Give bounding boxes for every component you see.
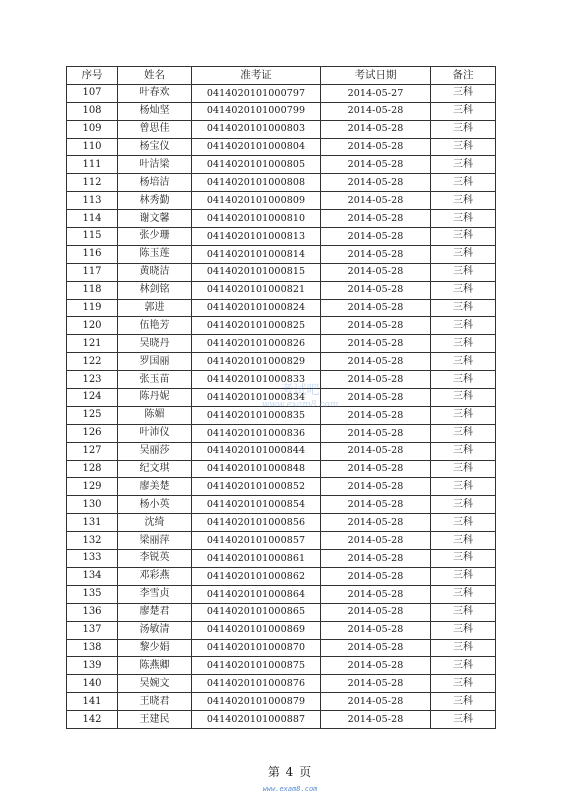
table-row — [67, 335, 496, 353]
exam-date-cell: 2014-05-28 — [321, 496, 431, 514]
exam-id-cell: 0414020101000856 — [192, 514, 321, 532]
note-cell: 三科 — [431, 603, 496, 621]
exam-date-cell: 2014-05-28 — [321, 389, 431, 407]
row-number-cell: 136 — [67, 603, 118, 621]
exam-id-cell: 0414020101000875 — [192, 657, 321, 675]
student-name-cell: 曾思佳 — [118, 120, 192, 138]
exam-id-cell: 0414020101000834 — [192, 389, 321, 407]
exam-id-cell: 0414020101000887 — [192, 711, 321, 729]
exam-date-cell: 2014-05-28 — [321, 478, 431, 496]
table-row — [67, 192, 496, 210]
note-cell: 三科 — [431, 156, 496, 174]
exam-id-cell: 0414020101000826 — [192, 335, 321, 353]
exam-date-cell: 2014-05-28 — [321, 245, 431, 263]
exam-date-cell: 2014-05-28 — [321, 603, 431, 621]
exam-date-cell: 2014-05-28 — [321, 102, 431, 120]
exam-date-cell: 2014-05-28 — [321, 192, 431, 210]
table-row — [67, 138, 496, 156]
note-cell: 三科 — [431, 335, 496, 353]
table-row — [67, 174, 496, 192]
exam-id-cell: 0414020101000804 — [192, 138, 321, 156]
exam-id-cell: 0414020101000879 — [192, 693, 321, 711]
table-row — [67, 371, 496, 389]
row-number-cell: 124 — [67, 389, 118, 407]
table-row — [67, 639, 496, 657]
exam-date-cell: 2014-05-28 — [321, 567, 431, 585]
student-name-cell: 廖美楚 — [118, 478, 192, 496]
row-number-cell: 140 — [67, 675, 118, 693]
table-row — [67, 496, 496, 514]
row-number-cell: 139 — [67, 657, 118, 675]
table-row — [67, 299, 496, 317]
table-row — [67, 389, 496, 407]
row-number-cell: 108 — [67, 102, 118, 120]
row-number-cell: 117 — [67, 263, 118, 281]
table-row — [67, 657, 496, 675]
student-name-cell: 邓彩燕 — [118, 567, 192, 585]
exam-date-cell: 2014-05-28 — [321, 138, 431, 156]
exam-date-cell: 2014-05-28 — [321, 174, 431, 192]
note-cell: 三科 — [431, 281, 496, 299]
exam-id-cell: 0414020101000836 — [192, 424, 321, 442]
row-number-cell: 132 — [67, 532, 118, 550]
student-name-cell: 李锐英 — [118, 550, 192, 568]
note-cell: 三科 — [431, 120, 496, 138]
exam-id-cell: 0414020101000835 — [192, 406, 321, 424]
table-row — [67, 245, 496, 263]
note-cell: 三科 — [431, 138, 496, 156]
student-name-cell: 吴晓丹 — [118, 335, 192, 353]
row-number-cell: 130 — [67, 496, 118, 514]
exam-date-cell: 2014-05-28 — [321, 424, 431, 442]
table-row — [67, 460, 496, 478]
exam-id-cell: 0414020101000829 — [192, 353, 321, 371]
note-cell: 三科 — [431, 460, 496, 478]
table-row — [67, 442, 496, 460]
header-row — [67, 67, 496, 85]
row-number-cell: 125 — [67, 406, 118, 424]
row-number-cell: 112 — [67, 174, 118, 192]
student-name-cell: 林剑铭 — [118, 281, 192, 299]
row-number-cell: 128 — [67, 460, 118, 478]
row-number-cell: 138 — [67, 639, 118, 657]
header-exam-id: 准考证 — [192, 67, 321, 85]
note-cell: 三科 — [431, 621, 496, 639]
row-number-cell: 137 — [67, 621, 118, 639]
note-cell: 三科 — [431, 210, 496, 228]
student-name-cell: 杨灿坚 — [118, 102, 192, 120]
table-row — [67, 567, 496, 585]
row-number-cell: 115 — [67, 228, 118, 246]
table-row — [67, 210, 496, 228]
exam-date-cell: 2014-05-28 — [321, 281, 431, 299]
exam-id-cell: 0414020101000814 — [192, 245, 321, 263]
exam-id-cell: 0414020101000833 — [192, 371, 321, 389]
exam-date-cell: 2014-05-28 — [321, 532, 431, 550]
exam-id-cell: 0414020101000852 — [192, 478, 321, 496]
row-number-cell: 142 — [67, 711, 118, 729]
note-cell: 三科 — [431, 102, 496, 120]
table-row — [67, 478, 496, 496]
exam-id-cell: 0414020101000825 — [192, 317, 321, 335]
exam-date-cell: 2014-05-28 — [321, 639, 431, 657]
student-name-cell: 张玉苗 — [118, 371, 192, 389]
exam-date-cell: 2014-05-28 — [321, 371, 431, 389]
exam-id-cell: 0414020101000865 — [192, 603, 321, 621]
exam-id-cell: 0414020101000848 — [192, 460, 321, 478]
exam-date-cell: 2014-05-27 — [321, 84, 431, 102]
student-name-cell: 廖楚君 — [118, 603, 192, 621]
exam-id-cell: 0414020101000808 — [192, 174, 321, 192]
watermark-url: www.exam8.com — [262, 785, 318, 793]
exam-id-cell: 0414020101000809 — [192, 192, 321, 210]
student-name-cell: 谢文馨 — [118, 210, 192, 228]
table-row — [67, 711, 496, 729]
student-name-cell: 张少珊 — [118, 228, 192, 246]
row-number-cell: 123 — [67, 371, 118, 389]
note-cell: 三科 — [431, 496, 496, 514]
student-name-cell: 罗国丽 — [118, 353, 192, 371]
note-cell: 三科 — [431, 263, 496, 281]
note-cell: 三科 — [431, 442, 496, 460]
exam-id-cell: 0414020101000876 — [192, 675, 321, 693]
exam-id-cell: 0414020101000862 — [192, 567, 321, 585]
note-cell: 三科 — [431, 317, 496, 335]
row-number-cell: 111 — [67, 156, 118, 174]
exam-id-cell: 0414020101000799 — [192, 102, 321, 120]
exam-date-cell: 2014-05-28 — [321, 353, 431, 371]
page-number: 第 4 页 — [267, 765, 313, 779]
exam-date-cell: 2014-05-28 — [321, 317, 431, 335]
table-row — [67, 550, 496, 568]
exam-date-cell: 2014-05-28 — [321, 442, 431, 460]
note-cell: 三科 — [431, 532, 496, 550]
watermark-url-overlay: www.exam8.com — [261, 400, 339, 410]
table-row — [67, 424, 496, 442]
exam-date-cell: 2014-05-28 — [321, 657, 431, 675]
note-cell: 三科 — [431, 424, 496, 442]
note-cell: 三科 — [431, 174, 496, 192]
student-name-cell: 林秀勤 — [118, 192, 192, 210]
exam-date-cell: 2014-05-28 — [321, 156, 431, 174]
row-number-cell: 120 — [67, 317, 118, 335]
student-name-cell: 杨宝仪 — [118, 138, 192, 156]
row-number-cell: 116 — [67, 245, 118, 263]
exam-id-cell: 0414020101000854 — [192, 496, 321, 514]
note-cell: 三科 — [431, 550, 496, 568]
table-row — [67, 317, 496, 335]
exam-id-cell: 0414020101000803 — [192, 120, 321, 138]
note-cell: 三科 — [431, 693, 496, 711]
row-number-cell: 114 — [67, 210, 118, 228]
header-number: 序号 — [67, 67, 118, 85]
exam-date-cell: 2014-05-28 — [321, 263, 431, 281]
table-header — [67, 67, 496, 85]
student-name-cell: 陈媚 — [118, 406, 192, 424]
note-cell: 三科 — [431, 639, 496, 657]
table-row — [67, 228, 496, 246]
note-cell: 三科 — [431, 245, 496, 263]
exam-date-cell: 2014-05-28 — [321, 406, 431, 424]
exam-roster-table — [66, 66, 496, 729]
student-name-cell: 吴丽莎 — [118, 442, 192, 460]
student-name-cell: 纪文琪 — [118, 460, 192, 478]
exam-date-cell: 2014-05-28 — [321, 621, 431, 639]
exam-id-cell: 0414020101000821 — [192, 281, 321, 299]
student-name-cell: 吴婉文 — [118, 675, 192, 693]
exam-date-cell: 2014-05-28 — [321, 711, 431, 729]
note-cell: 三科 — [431, 567, 496, 585]
row-number-cell: 135 — [67, 585, 118, 603]
exam-date-cell: 2014-05-28 — [321, 228, 431, 246]
table-row — [67, 120, 496, 138]
header-name: 姓名 — [118, 67, 192, 85]
table-row — [67, 102, 496, 120]
exam-date-cell: 2014-05-28 — [321, 120, 431, 138]
exam-date-cell: 2014-05-28 — [321, 514, 431, 532]
note-cell: 三科 — [431, 371, 496, 389]
note-cell: 三科 — [431, 228, 496, 246]
exam-date-cell: 2014-05-28 — [321, 675, 431, 693]
row-number-cell: 126 — [67, 424, 118, 442]
exam-id-cell: 0414020101000813 — [192, 228, 321, 246]
note-cell: 三科 — [431, 657, 496, 675]
row-number-cell: 127 — [67, 442, 118, 460]
exam-date-cell: 2014-05-28 — [321, 299, 431, 317]
table-row — [67, 353, 496, 371]
exam-id-cell: 0414020101000869 — [192, 621, 321, 639]
table-row — [67, 514, 496, 532]
exam-id-cell: 0414020101000815 — [192, 263, 321, 281]
watermark-text: 考试吧 — [280, 383, 320, 398]
exam-id-cell: 0414020101000805 — [192, 156, 321, 174]
note-cell: 三科 — [431, 711, 496, 729]
table-row — [67, 156, 496, 174]
student-name-cell: 叶沛仪 — [118, 424, 192, 442]
table-row — [67, 281, 496, 299]
note-cell: 三科 — [431, 299, 496, 317]
exam-id-cell: 0414020101000810 — [192, 210, 321, 228]
student-name-cell: 杨小英 — [118, 496, 192, 514]
student-name-cell: 杨培洁 — [118, 174, 192, 192]
student-name-cell: 李雪贞 — [118, 585, 192, 603]
student-name-cell: 黎少娟 — [118, 639, 192, 657]
exam-date-cell: 2014-05-28 — [321, 585, 431, 603]
table-row — [67, 263, 496, 281]
student-name-cell: 黄晓洁 — [118, 263, 192, 281]
header-note: 备注 — [431, 67, 496, 85]
note-cell: 三科 — [431, 406, 496, 424]
exam-date-cell: 2014-05-28 — [321, 693, 431, 711]
student-name-cell: 王晓君 — [118, 693, 192, 711]
exam-date-cell: 2014-05-28 — [321, 210, 431, 228]
student-name-cell: 王建民 — [118, 711, 192, 729]
note-cell: 三科 — [431, 84, 496, 102]
row-number-cell: 129 — [67, 478, 118, 496]
table-body — [67, 84, 496, 728]
row-number-cell: 141 — [67, 693, 118, 711]
note-cell: 三科 — [431, 478, 496, 496]
table-row — [67, 84, 496, 102]
exam-id-cell: 0414020101000864 — [192, 585, 321, 603]
note-cell: 三科 — [431, 675, 496, 693]
note-cell: 三科 — [431, 353, 496, 371]
table-row — [67, 675, 496, 693]
table-row — [67, 621, 496, 639]
row-number-cell: 113 — [67, 192, 118, 210]
student-name-cell: 沈绮 — [118, 514, 192, 532]
student-name-cell: 陈燕卿 — [118, 657, 192, 675]
student-name-cell: 汤敏清 — [118, 621, 192, 639]
exam-id-cell: 0414020101000824 — [192, 299, 321, 317]
note-cell: 三科 — [431, 192, 496, 210]
row-number-cell: 109 — [67, 120, 118, 138]
student-name-cell: 陈丹妮 — [118, 389, 192, 407]
exam-date-cell: 2014-05-28 — [321, 460, 431, 478]
exam-id-cell: 0414020101000857 — [192, 532, 321, 550]
student-name-cell: 郭进 — [118, 299, 192, 317]
student-name-cell: 叶春欢 — [118, 84, 192, 102]
table-row — [67, 693, 496, 711]
note-cell: 三科 — [431, 585, 496, 603]
exam-id-cell: 0414020101000797 — [192, 84, 321, 102]
student-name-cell: 伍艳芳 — [118, 317, 192, 335]
exam-id-cell: 0414020101000870 — [192, 639, 321, 657]
table-row — [67, 532, 496, 550]
table-row — [67, 585, 496, 603]
row-number-cell: 134 — [67, 567, 118, 585]
row-number-cell: 110 — [67, 138, 118, 156]
note-cell: 三科 — [431, 514, 496, 532]
row-number-cell: 122 — [67, 353, 118, 371]
exam-date-cell: 2014-05-28 — [321, 550, 431, 568]
exam-id-cell: 0414020101000844 — [192, 442, 321, 460]
table-row — [67, 603, 496, 621]
exam-id-cell: 0414020101000861 — [192, 550, 321, 568]
table-row — [67, 406, 496, 424]
student-name-cell: 叶洁梁 — [118, 156, 192, 174]
exam-date-cell: 2014-05-28 — [321, 335, 431, 353]
row-number-cell: 118 — [67, 281, 118, 299]
student-name-cell: 陈玉莲 — [118, 245, 192, 263]
row-number-cell: 107 — [67, 84, 118, 102]
student-name-cell: 梁丽萍 — [118, 532, 192, 550]
row-number-cell: 131 — [67, 514, 118, 532]
row-number-cell: 133 — [67, 550, 118, 568]
row-number-cell: 119 — [67, 299, 118, 317]
note-cell: 三科 — [431, 389, 496, 407]
row-number-cell: 121 — [67, 335, 118, 353]
header-exam-date: 考试日期 — [321, 67, 431, 85]
